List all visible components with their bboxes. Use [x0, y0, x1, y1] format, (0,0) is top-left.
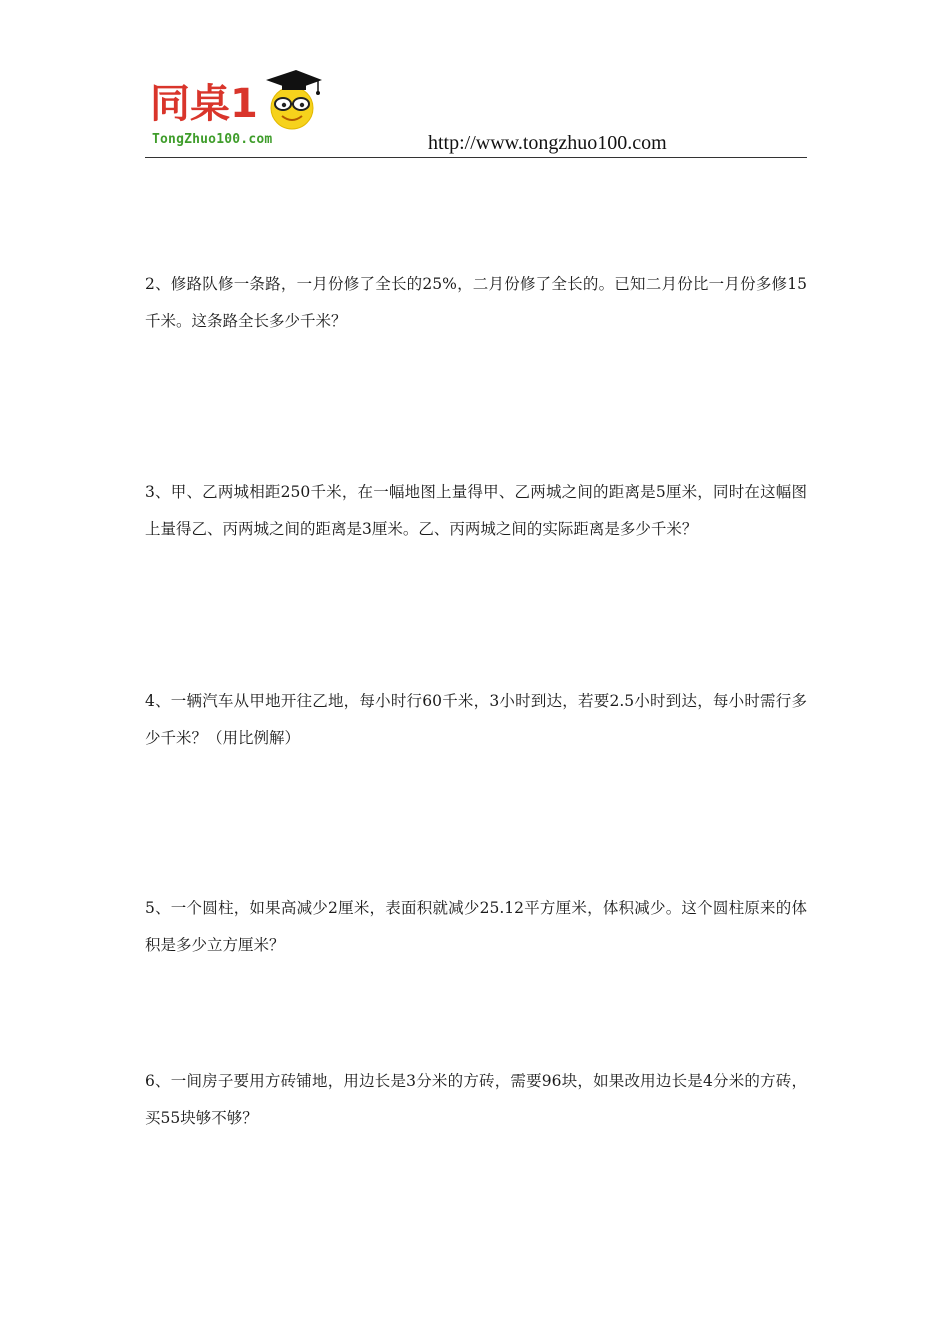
header-divider — [145, 157, 807, 158]
tongzhuo-logo[interactable] — [150, 66, 330, 152]
question-3 — [145, 474, 807, 548]
question-text: 6、一间房子要用方砖铺地，用边长是3分米的方砖，需要96块，如果改用边长是4分米的方砖，买55块够不够？ — [145, 1072, 807, 1127]
logo-chinese-text: 同桌1 — [150, 81, 258, 127]
question-text: 2、修路队修一条路，一月份修了全长的25%，二月份修了全长的。已知二月份比一月份多修15千米。这条路全长多少千米？ — [145, 275, 807, 330]
question-4 — [145, 683, 807, 757]
logo-english-text: TongZhuo100.com — [152, 132, 273, 147]
question-text: 4、一辆汽车从甲地开往乙地，每小时行60千米，3小时到达，若要2.5小时到达，每小时需行多少千米？（用比例解） — [145, 692, 807, 747]
question-2 — [145, 266, 807, 340]
site-url[interactable]: http://www.tongzhuo100.com — [428, 132, 667, 154]
question-5 — [145, 890, 807, 964]
question-6 — [145, 1063, 807, 1137]
page-header — [145, 66, 807, 160]
question-text: 3、甲、乙两城相距250千米，在一幅地图上量得甲、乙两城之间的距离是5厘米，同时在这幅图上量得乙、丙两城之间的距离是3厘米。乙、丙两城之间的实际距离是多少千米？ — [145, 483, 807, 538]
graduation-cap-smiley-icon — [256, 66, 326, 132]
question-text: 5、一个圆柱，如果高减少2厘米，表面积就减少25.12平方厘米，体积减少。这个圆柱原来的体积是多少立方厘米？ — [145, 899, 807, 954]
